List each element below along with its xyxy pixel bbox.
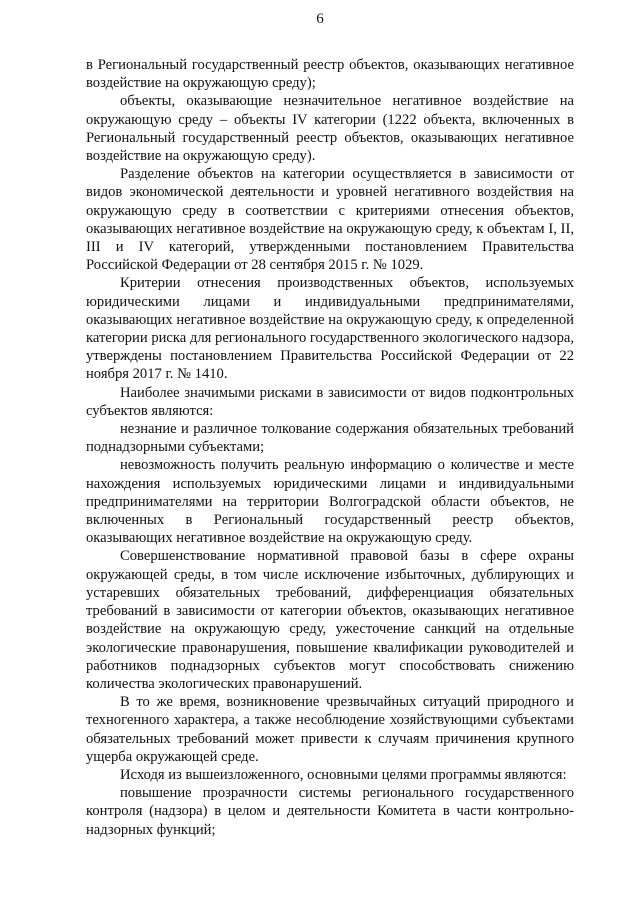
paragraph: Разделение объектов на категории осуществляется в зависимости от видов экономической деятельности и уровней негативного воздействия на окружающую среду в соответствии с критериями отнесения объектов, оказывающих негативное воздействие на окружающую среду, к объектам I, II, III и IV категорий, утвержденными постановлением Правительства Российской Федерации от 28 сентября 2015 г. № 1029. <box>86 166 574 274</box>
paragraph: Наиболее значимыми рисками в зависимости от видов подконтрольных субъектов являются: <box>86 384 574 419</box>
paragraph: в Региональный государственный реестр объектов, оказывающих негативное воздействие на окружающую среду); <box>86 57 574 92</box>
paragraph: Исходя из вышеизложенного, основными целями программы являются: <box>120 766 567 783</box>
paragraph: Совершенствование нормативной правовой базы в сфере охраны окружающей среды, в том числе исключение избыточных, дублирующих и устаревших обязательных требований, дифференциация обязательных требований в зависимости от категории объектов, оказывающих негативное воздействие на окружающую среду, ужесточение санкций на отдельные экологические правонарушения, повышение квалификации руководителей и работников поднадзорных субъектов могут способствовать снижению количества экологических правонарушений. <box>86 548 574 692</box>
page-number: 6 <box>316 11 324 27</box>
paragraph: объекты, оказывающие незначительное негативное воздействие на окружающую среду – объекты IV категории (1222 объекта, включенных в Региональный государственный реестр объектов, оказывающих негативное воздействие на окружающую среду). <box>86 93 574 165</box>
body-text <box>86 56 574 839</box>
paragraph: повышение прозрачности системы регионального государственного контроля (надзора) в целом и деятельности Комитета в части контрольно-надзорных функций; <box>86 785 574 838</box>
paragraph: В то же время, возникновение чрезвычайных ситуаций природного и техногенного характера, а также несоблюдение хозяйствующими субъектами обязательных требований может привести к случаям причинения крупного ущерба окружающей среде. <box>86 694 574 765</box>
paragraph: Критерии отнесения производственных объектов, используемых юридическими лицами и индивидуальными предпринимателями, оказывающих негативное воздействие на окружающую среду, к определенной категории риска для регионального государственного экологического надзора, утверждены постановлением Правительства Российской Федерации от 22 ноября 2017 г. № 1410. <box>86 275 574 383</box>
paragraph: незнание и различное толкование содержания обязательных требований поднадзорными субъектами; <box>86 421 574 456</box>
paragraph: невозможность получить реальную информацию о количестве и месте нахождения используемых юридическими лицами и индивидуальными предпринимателями на территории Волгоградской области объектов, не включенных в Региональный государственный реестр объектов, оказывающих негативное воздействие на окружающую среду. <box>86 457 574 547</box>
